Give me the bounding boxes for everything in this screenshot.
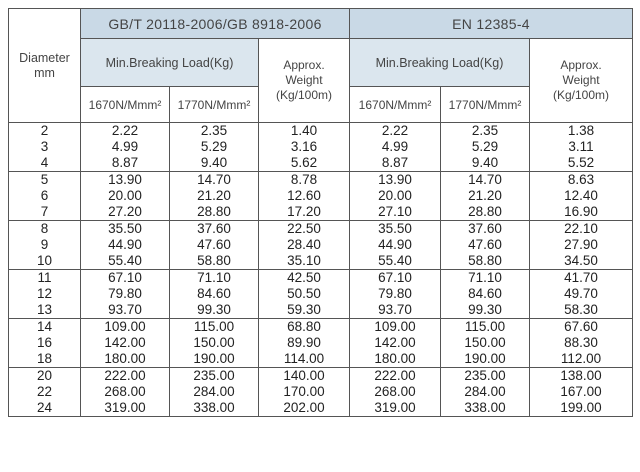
cell-mbl-1770-en: 28.80 xyxy=(441,204,530,221)
grade-1670-header-gb: 1670N/Mmm² xyxy=(81,87,170,123)
cell-mbl-1670-gb: 20.00 xyxy=(81,188,170,204)
table-row xyxy=(9,286,633,302)
cell-mbl-1670-gb: 222.00 xyxy=(81,368,170,385)
table-row xyxy=(9,139,633,155)
cell-diameter: 24 xyxy=(9,400,81,417)
cell-weight-en: 167.00 xyxy=(530,384,633,400)
cell-weight-gb: 50.50 xyxy=(259,286,350,302)
approx-weight-header-gb: Approx. Weight (Kg/100m) xyxy=(259,39,350,123)
cell-mbl-1770-gb: 190.00 xyxy=(170,351,259,368)
cell-mbl-1670-en: 55.40 xyxy=(350,253,441,270)
cell-weight-en: 27.90 xyxy=(530,237,633,253)
cell-weight-gb: 5.62 xyxy=(259,155,350,172)
cell-weight-en: 58.30 xyxy=(530,302,633,319)
cell-diameter: 22 xyxy=(9,384,81,400)
cell-mbl-1670-gb: 27.20 xyxy=(81,204,170,221)
cell-weight-en: 88.30 xyxy=(530,335,633,351)
cell-weight-en: 16.90 xyxy=(530,204,633,221)
cell-weight-gb: 3.16 xyxy=(259,139,350,155)
cell-mbl-1670-en: 67.10 xyxy=(350,270,441,287)
cell-mbl-1770-gb: 2.35 xyxy=(170,123,259,140)
cell-diameter: 3 xyxy=(9,139,81,155)
cell-weight-gb: 17.20 xyxy=(259,204,350,221)
cell-mbl-1770-en: 71.10 xyxy=(441,270,530,287)
cell-diameter: 8 xyxy=(9,221,81,238)
cell-mbl-1770-en: 235.00 xyxy=(441,368,530,385)
standard-header-en: EN 12385-4 xyxy=(350,9,633,39)
cell-mbl-1770-gb: 37.60 xyxy=(170,221,259,238)
cell-mbl-1670-en: 142.00 xyxy=(350,335,441,351)
cell-mbl-1770-en: 14.70 xyxy=(441,172,530,189)
cell-mbl-1670-gb: 2.22 xyxy=(81,123,170,140)
cell-weight-en: 34.50 xyxy=(530,253,633,270)
cell-mbl-1670-en: 180.00 xyxy=(350,351,441,368)
table-row xyxy=(9,123,633,140)
cell-weight-gb: 1.40 xyxy=(259,123,350,140)
cell-mbl-1670-gb: 4.99 xyxy=(81,139,170,155)
cell-mbl-1770-gb: 47.60 xyxy=(170,237,259,253)
cell-weight-en: 1.38 xyxy=(530,123,633,140)
cell-mbl-1770-gb: 58.80 xyxy=(170,253,259,270)
cell-mbl-1670-gb: 44.90 xyxy=(81,237,170,253)
diameter-unit: mm xyxy=(34,65,55,80)
cell-mbl-1670-gb: 93.70 xyxy=(81,302,170,319)
grade-1770-header-en: 1770N/Mmm² xyxy=(441,87,530,123)
table-row xyxy=(9,172,633,189)
cell-mbl-1770-en: 9.40 xyxy=(441,155,530,172)
cell-mbl-1770-gb: 99.30 xyxy=(170,302,259,319)
cell-diameter: 14 xyxy=(9,319,81,336)
cell-diameter: 16 xyxy=(9,335,81,351)
cell-weight-gb: 114.00 xyxy=(259,351,350,368)
diameter-header xyxy=(9,9,81,123)
cell-diameter: 20 xyxy=(9,368,81,385)
cell-weight-gb: 42.50 xyxy=(259,270,350,287)
cell-weight-gb: 28.40 xyxy=(259,237,350,253)
cell-diameter: 4 xyxy=(9,155,81,172)
standard-header-gb: GB/T 20118-2006/GB 8918-2006 xyxy=(81,9,350,39)
cell-mbl-1670-en: 109.00 xyxy=(350,319,441,336)
cell-mbl-1670-gb: 319.00 xyxy=(81,400,170,417)
table-row xyxy=(9,302,633,319)
cell-diameter: 9 xyxy=(9,237,81,253)
cell-weight-en: 8.63 xyxy=(530,172,633,189)
cell-diameter: 2 xyxy=(9,123,81,140)
cell-weight-en: 41.70 xyxy=(530,270,633,287)
cell-mbl-1770-en: 115.00 xyxy=(441,319,530,336)
table-row xyxy=(9,237,633,253)
cell-weight-en: 67.60 xyxy=(530,319,633,336)
cell-mbl-1670-en: 2.22 xyxy=(350,123,441,140)
cell-diameter: 12 xyxy=(9,286,81,302)
cell-mbl-1670-en: 8.87 xyxy=(350,155,441,172)
cell-mbl-1670-gb: 55.40 xyxy=(81,253,170,270)
cell-weight-gb: 140.00 xyxy=(259,368,350,385)
cell-mbl-1770-gb: 71.10 xyxy=(170,270,259,287)
cell-mbl-1770-gb: 235.00 xyxy=(170,368,259,385)
cell-diameter: 11 xyxy=(9,270,81,287)
cell-mbl-1770-en: 99.30 xyxy=(441,302,530,319)
spec-table-container xyxy=(8,8,633,417)
cell-diameter: 13 xyxy=(9,302,81,319)
cell-mbl-1670-en: 319.00 xyxy=(350,400,441,417)
cell-weight-en: 199.00 xyxy=(530,400,633,417)
cell-mbl-1670-en: 13.90 xyxy=(350,172,441,189)
cell-weight-en: 5.52 xyxy=(530,155,633,172)
cell-diameter: 5 xyxy=(9,172,81,189)
cell-mbl-1770-en: 37.60 xyxy=(441,221,530,238)
cell-mbl-1670-en: 35.50 xyxy=(350,221,441,238)
cell-weight-gb: 8.78 xyxy=(259,172,350,189)
table-row xyxy=(9,204,633,221)
cell-mbl-1770-gb: 284.00 xyxy=(170,384,259,400)
cell-weight-gb: 170.00 xyxy=(259,384,350,400)
cell-weight-en: 138.00 xyxy=(530,368,633,385)
min-breaking-load-header-en: Min.Breaking Load(Kg) xyxy=(350,39,530,87)
cell-weight-gb: 202.00 xyxy=(259,400,350,417)
cell-mbl-1770-gb: 150.00 xyxy=(170,335,259,351)
cell-mbl-1670-en: 44.90 xyxy=(350,237,441,253)
cell-diameter: 10 xyxy=(9,253,81,270)
table-row xyxy=(9,155,633,172)
cell-weight-gb: 59.30 xyxy=(259,302,350,319)
cell-mbl-1770-gb: 9.40 xyxy=(170,155,259,172)
cell-mbl-1770-gb: 21.20 xyxy=(170,188,259,204)
cell-mbl-1670-gb: 67.10 xyxy=(81,270,170,287)
cell-mbl-1670-gb: 8.87 xyxy=(81,155,170,172)
approx-weight-header-en: Approx. Weight (Kg/100m) xyxy=(530,39,633,123)
cell-mbl-1670-en: 93.70 xyxy=(350,302,441,319)
cell-weight-en: 3.11 xyxy=(530,139,633,155)
table-row xyxy=(9,384,633,400)
cell-weight-gb: 89.90 xyxy=(259,335,350,351)
diameter-label: Diameter xyxy=(19,50,70,65)
cell-diameter: 7 xyxy=(9,204,81,221)
table-row xyxy=(9,351,633,368)
cell-diameter: 18 xyxy=(9,351,81,368)
cell-mbl-1770-en: 5.29 xyxy=(441,139,530,155)
cell-mbl-1670-gb: 268.00 xyxy=(81,384,170,400)
table-row xyxy=(9,335,633,351)
cell-mbl-1770-en: 338.00 xyxy=(441,400,530,417)
cell-mbl-1670-en: 20.00 xyxy=(350,188,441,204)
cell-mbl-1770-gb: 338.00 xyxy=(170,400,259,417)
cell-mbl-1770-gb: 28.80 xyxy=(170,204,259,221)
cell-mbl-1770-en: 84.60 xyxy=(441,286,530,302)
cell-mbl-1770-en: 2.35 xyxy=(441,123,530,140)
cell-weight-gb: 35.10 xyxy=(259,253,350,270)
table-row xyxy=(9,253,633,270)
cell-mbl-1770-gb: 115.00 xyxy=(170,319,259,336)
cell-mbl-1770-en: 21.20 xyxy=(441,188,530,204)
table-row xyxy=(9,368,633,385)
cell-mbl-1770-en: 58.80 xyxy=(441,253,530,270)
cell-mbl-1770-gb: 84.60 xyxy=(170,286,259,302)
cell-mbl-1770-gb: 14.70 xyxy=(170,172,259,189)
spec-table-body xyxy=(9,123,633,417)
cell-mbl-1670-en: 79.80 xyxy=(350,286,441,302)
cell-mbl-1770-en: 190.00 xyxy=(441,351,530,368)
cell-mbl-1670-gb: 13.90 xyxy=(81,172,170,189)
cell-weight-en: 49.70 xyxy=(530,286,633,302)
cell-mbl-1670-gb: 142.00 xyxy=(81,335,170,351)
table-row xyxy=(9,319,633,336)
table-row xyxy=(9,400,633,417)
cell-mbl-1670-en: 222.00 xyxy=(350,368,441,385)
cell-mbl-1670-en: 27.10 xyxy=(350,204,441,221)
table-row xyxy=(9,270,633,287)
cell-mbl-1670-gb: 180.00 xyxy=(81,351,170,368)
cell-weight-gb: 22.50 xyxy=(259,221,350,238)
cell-weight-gb: 12.60 xyxy=(259,188,350,204)
cell-weight-gb: 68.80 xyxy=(259,319,350,336)
cell-mbl-1670-gb: 79.80 xyxy=(81,286,170,302)
grade-1670-header-en: 1670N/Mmm² xyxy=(350,87,441,123)
wire-rope-spec-table xyxy=(8,8,633,417)
cell-mbl-1770-en: 284.00 xyxy=(441,384,530,400)
cell-mbl-1770-en: 150.00 xyxy=(441,335,530,351)
cell-mbl-1670-gb: 35.50 xyxy=(81,221,170,238)
cell-diameter: 6 xyxy=(9,188,81,204)
cell-mbl-1670-gb: 109.00 xyxy=(81,319,170,336)
cell-mbl-1770-en: 47.60 xyxy=(441,237,530,253)
cell-weight-en: 22.10 xyxy=(530,221,633,238)
cell-mbl-1670-en: 4.99 xyxy=(350,139,441,155)
cell-weight-en: 12.40 xyxy=(530,188,633,204)
table-row xyxy=(9,221,633,238)
cell-mbl-1770-gb: 5.29 xyxy=(170,139,259,155)
cell-mbl-1670-en: 268.00 xyxy=(350,384,441,400)
cell-weight-en: 112.00 xyxy=(530,351,633,368)
table-row xyxy=(9,188,633,204)
grade-1770-header-gb: 1770N/Mmm² xyxy=(170,87,259,123)
min-breaking-load-header-gb: Min.Breaking Load(Kg) xyxy=(81,39,259,87)
